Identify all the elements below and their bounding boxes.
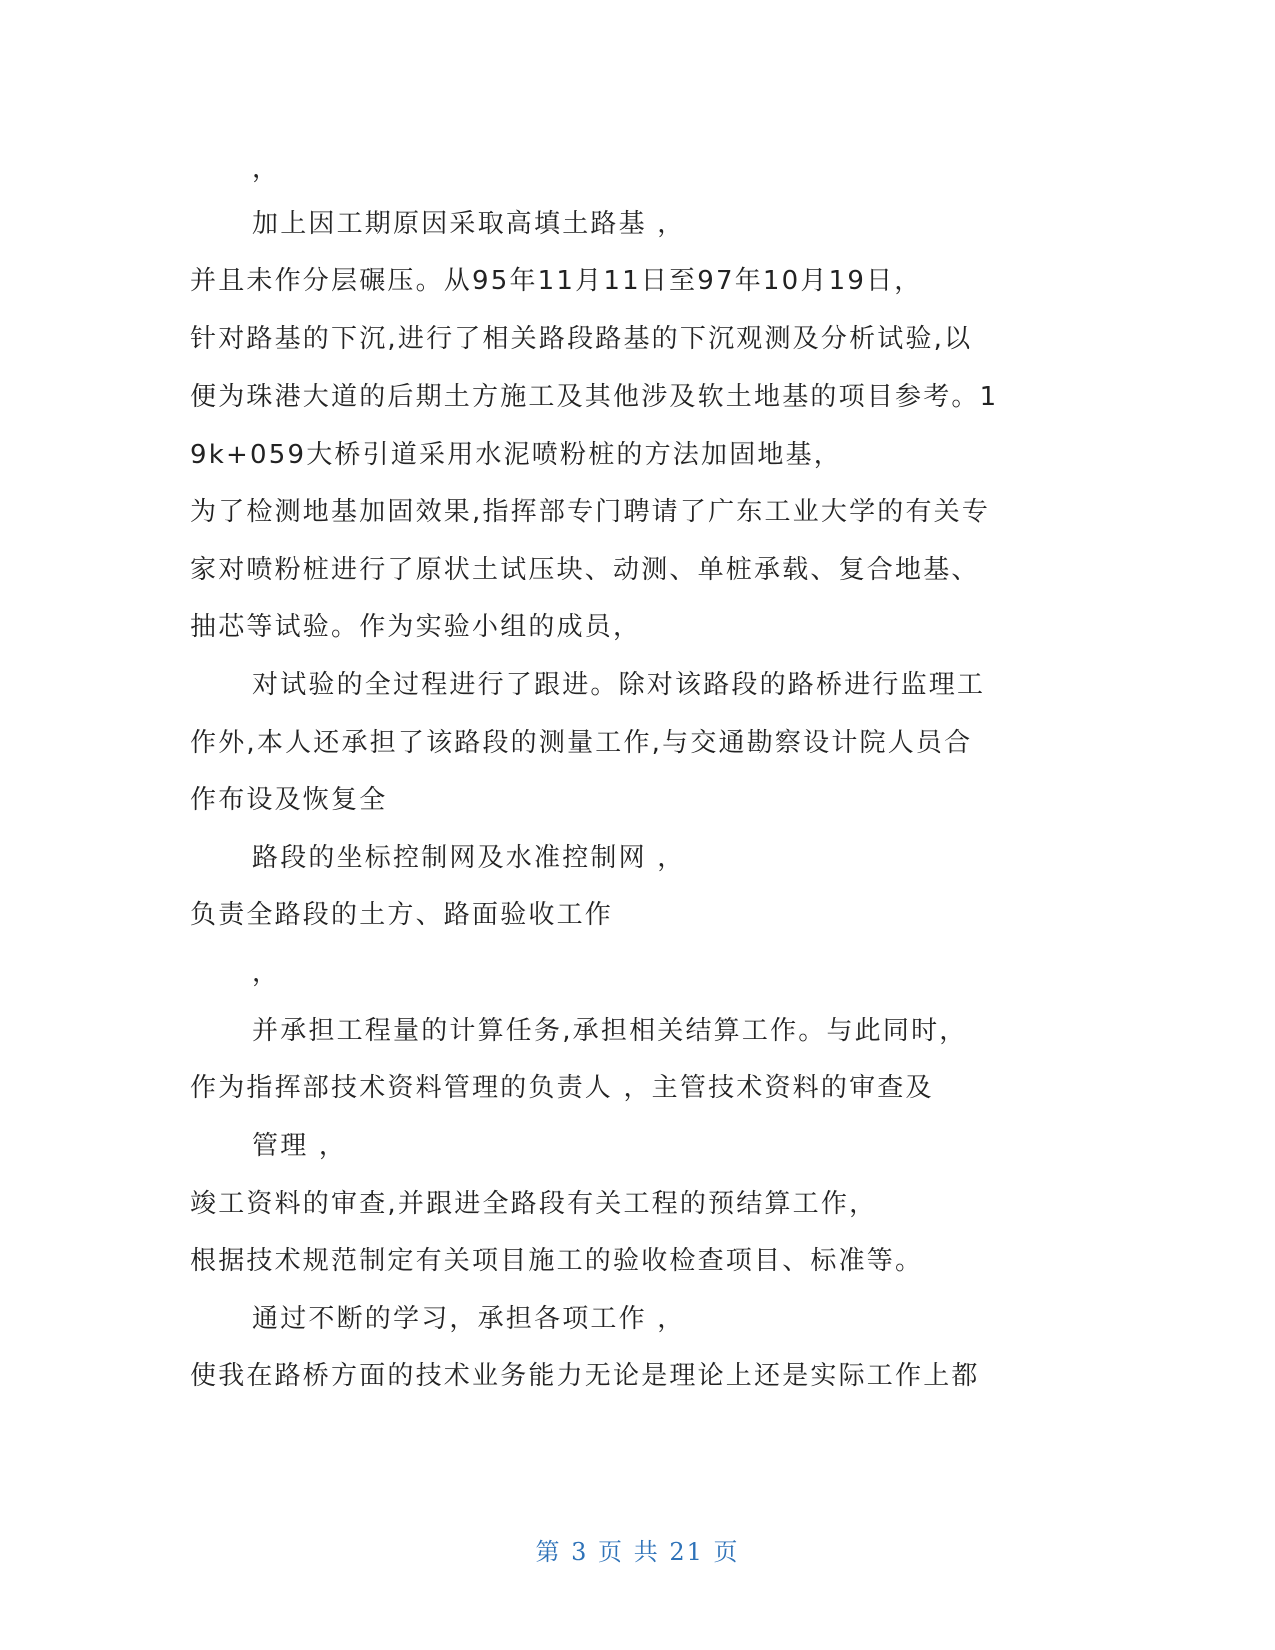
text-line: 抽芯等试验。作为实验小组的成员，	[190, 612, 642, 642]
text-line: 作为指挥部技术资料管理的负责人 ，主管技术资料的审查及	[190, 1073, 934, 1103]
text-line: 家对喷粉桩进行了原状土试压块、动测、单桩承载、复合地基、	[190, 555, 980, 585]
total-pages-number: 21	[669, 1538, 704, 1566]
text-line: 作外,本人还承担了该路段的测量工作,与交通勘察设计院人员合	[190, 728, 973, 758]
text-line: 负责全路段的土方、路面验收工作	[190, 900, 614, 930]
footer-label-mid: 页	[598, 1538, 625, 1566]
text-line: 使我在路桥方面的技术业务能力无论是理论上还是实际工作上都	[190, 1361, 980, 1391]
text-line: 竣工资料的审查,并跟进全路段有关工程的预结算工作，	[190, 1189, 878, 1219]
text-line: 管理 ，	[252, 1131, 348, 1161]
text-line: ，	[252, 154, 281, 184]
text-line: 便为珠港大道的后期土方施工及其他涉及软土地基的项目参考。1	[190, 382, 999, 412]
text-line: 加上因工期原因采取高填土路基 ，	[252, 209, 686, 239]
text-line: ，	[252, 958, 281, 988]
text-line: 为了检测地基加固效果,指挥部专门聘请了广东工业大学的有关专	[190, 497, 991, 527]
text-line: 9k+059大桥引道采用水泥喷粉桩的方法加固地基，	[190, 440, 843, 470]
text-line: 作布设及恢复全	[190, 785, 388, 815]
text-line: 并承担工程量的计算任务,承担相关结算工作。与此同时，	[252, 1016, 968, 1046]
text-line: 路段的坐标控制网及水准控制网 ，	[252, 843, 686, 873]
text-line: 根据技术规范制定有关项目施工的验收检查项目、标准等。	[190, 1246, 924, 1276]
text-line: 针对路基的下沉,进行了相关路段路基的下沉观测及分析试验,以	[190, 324, 973, 354]
footer-label-total-prefix: 共	[633, 1538, 660, 1566]
footer-label-suffix: 页	[713, 1538, 740, 1566]
footer-label-prefix: 第	[535, 1538, 562, 1566]
text-line: 通过不断的学习，承担各项工作 ，	[252, 1304, 686, 1334]
page-number-footer	[0, 1532, 1275, 1567]
text-line: 并且未作分层碾压。从95年11月11日至97年10月19日，	[190, 266, 923, 296]
text-line: 对试验的全过程进行了跟进。除对该路段的路桥进行监理工	[252, 670, 986, 700]
current-page-number: 3	[571, 1538, 589, 1566]
